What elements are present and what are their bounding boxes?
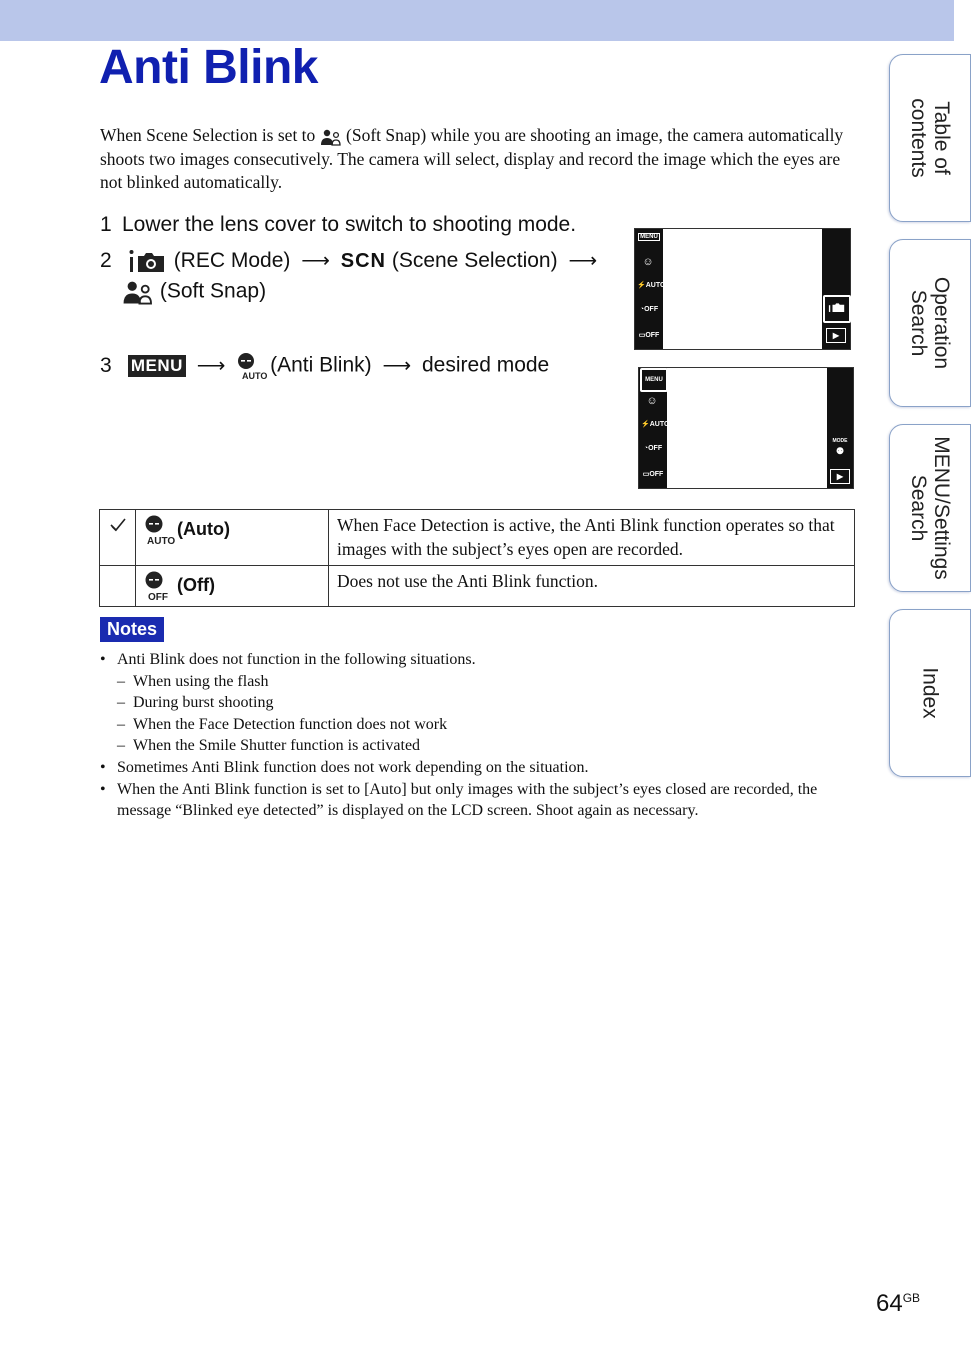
lcd-right-bar (827, 368, 853, 488)
list-item: – When the Smile Shutter function is activated (117, 737, 421, 755)
lcd-left-bar (639, 368, 670, 488)
step-2-scene-text: (Scene Selection) (391, 249, 558, 272)
flash-auto-label: AUTO (645, 282, 666, 289)
menu-icon: MENU (638, 233, 660, 241)
flash-auto-icon: ⚡AUTO (637, 282, 666, 289)
arrow-icon: ⟶ (382, 354, 412, 377)
step-1 (100, 213, 576, 237)
note-1-text: Anti Blink does not function in the following situations. (117, 651, 476, 668)
step-2-rec-text: (REC Mode) (173, 249, 291, 272)
lcd-screen-rec (634, 228, 851, 350)
arrow-icon: ⟶ (568, 250, 598, 272)
tab-label-line1: MENU/Settings (930, 436, 953, 580)
burst-off-label: OFF (645, 332, 660, 339)
intro-text-2: (Soft Snap) while you are shooting an image, the camera automatically shoots two images consecutively. The camera will select, display and record the image which the eyes are not blinked automatically. (100, 125, 844, 192)
step-2 (100, 248, 602, 274)
options-table (99, 509, 855, 607)
header-band (0, 0, 954, 41)
option-description: Does not use the Anti Blink function. (329, 566, 855, 607)
tab-label-line2: Search (907, 289, 930, 357)
playback-icon: ▶ (830, 469, 850, 484)
list-item: – When using the flash (117, 672, 269, 690)
self-timer-off-icon: ◔OFF (643, 445, 663, 452)
option-label: (Auto) (177, 518, 230, 539)
tab-index[interactable] (889, 609, 971, 777)
step-1-text: Lower the lens cover to switch to shooting mode. (122, 213, 577, 236)
default-mark-cell (100, 510, 136, 566)
list-item: – When the Face Detection function does not work (117, 715, 448, 733)
step-2-soft-text: (Soft Snap) (159, 279, 267, 303)
tab-label (907, 98, 953, 177)
anti-blink-auto-icon (236, 352, 268, 381)
table-row (100, 566, 855, 607)
rec-mode-icon (128, 248, 168, 274)
tab-label-line2: Search (907, 474, 930, 542)
list-item: – During burst shooting (117, 694, 274, 712)
page-number (876, 1290, 920, 1318)
step-3-anti-text: (Anti Blink) (270, 353, 372, 377)
default-mark-cell (100, 566, 136, 607)
option-label: (Off) (177, 574, 215, 595)
playback-icon: ▶ (826, 328, 846, 343)
tab-table-of-contents[interactable] (889, 54, 971, 222)
tab-label-line1: Index (918, 667, 942, 719)
self-timer-off-icon: ◔OFF (639, 306, 659, 313)
mode-label: MODE (832, 438, 848, 444)
notes-list (100, 649, 860, 822)
burst-off-icon: ▭OFF (642, 471, 664, 478)
tab-label-line2: contents (907, 98, 930, 178)
flash-auto-icon: ⚡AUTO (641, 421, 670, 428)
sub-note: During burst shooting (133, 694, 274, 712)
checkmark-icon (110, 518, 126, 532)
step-3-mode-text: desired mode (422, 353, 550, 377)
flash-auto-label: AUTO (649, 421, 670, 428)
sub-note: When using the flash (133, 672, 269, 690)
intro-paragraph (100, 124, 850, 195)
list-item: • Sometimes Anti Blink function does not work depending on the situation. (100, 758, 589, 776)
list-item: • Anti Blink does not function in the following situations. (100, 651, 476, 668)
lcd-left-bar (635, 229, 666, 349)
tab-label-line1: Operation (930, 276, 953, 370)
list-item: • When the Anti Blink function is set to [Auto] but only images with the subject’s eyes closed are recorded, the message “Blinked eye detected” is displayed on the LCD screen. Shoot again as necessary. (100, 780, 818, 820)
anti-blink-off-icon (144, 570, 172, 602)
svg-text:AUTO: AUTO (242, 371, 268, 381)
page-title: Anti Blink (99, 41, 318, 94)
burst-off-icon: ▭OFF (638, 332, 660, 339)
scn-icon: SCN (340, 250, 386, 272)
sub-note: When the Face Detection function does not work (133, 715, 448, 733)
menu-icon: MENU (128, 355, 186, 377)
step-2-number: 2 (100, 249, 112, 272)
tab-operation-search[interactable] (889, 239, 971, 407)
self-timer-off-label: OFF (648, 445, 663, 452)
option-label-cell (136, 566, 329, 607)
tab-menu-settings-search[interactable] (889, 424, 971, 592)
intro-text-1: When Scene Selection is set to (100, 125, 316, 145)
arrow-icon: ⟶ (196, 354, 226, 377)
option-label-cell (136, 510, 329, 566)
step-3-number: 3 (100, 353, 112, 377)
soft-snap-icon (122, 279, 154, 305)
burst-off-label: OFF (649, 471, 664, 478)
lcd-right-bar (822, 229, 850, 349)
page-number-suffix: GB (902, 1291, 921, 1305)
sub-note: When the Smile Shutter function is activated (133, 737, 421, 755)
face-icon: ☺ (642, 256, 654, 268)
menu-icon-selected: MENU (640, 368, 668, 392)
option-description: When Face Detection is active, the Anti Blink function operates so that images with the subject’s eyes open are recorded. (329, 510, 855, 566)
tab-label (919, 667, 942, 718)
step-1-number: 1 (100, 213, 112, 236)
arrow-icon: ⟶ (301, 250, 330, 272)
soft-snap-icon (320, 128, 342, 146)
note-3-text: When the Anti Blink function is set to [Auto] but only images with the subject’s eyes closed are recorded, the message “Blinked eye detected” is displayed on the LCD screen. Shoot again as necessary. (117, 780, 818, 820)
soft-snap-icon: ⚉ (835, 446, 845, 456)
tab-label (907, 277, 953, 369)
face-icon: ☺ (646, 395, 658, 407)
notes-heading: Notes (100, 617, 164, 642)
note-2-text: Sometimes Anti Blink function does not work depending on the situation. (117, 758, 589, 776)
tab-label-line1: Table of (930, 101, 953, 175)
off-icon-label: OFF (148, 592, 168, 603)
step-2-continued (122, 279, 266, 305)
step-3 (100, 352, 549, 380)
anti-blink-auto-icon (144, 514, 176, 547)
tab-label (907, 436, 953, 580)
auto-icon-label: AUTO (147, 536, 176, 547)
page-number-value: 64 (876, 1290, 903, 1317)
rec-mode-icon (823, 295, 851, 323)
table-row (100, 510, 855, 566)
self-timer-off-label: OFF (644, 306, 659, 313)
lcd-screen-menu (638, 367, 854, 489)
